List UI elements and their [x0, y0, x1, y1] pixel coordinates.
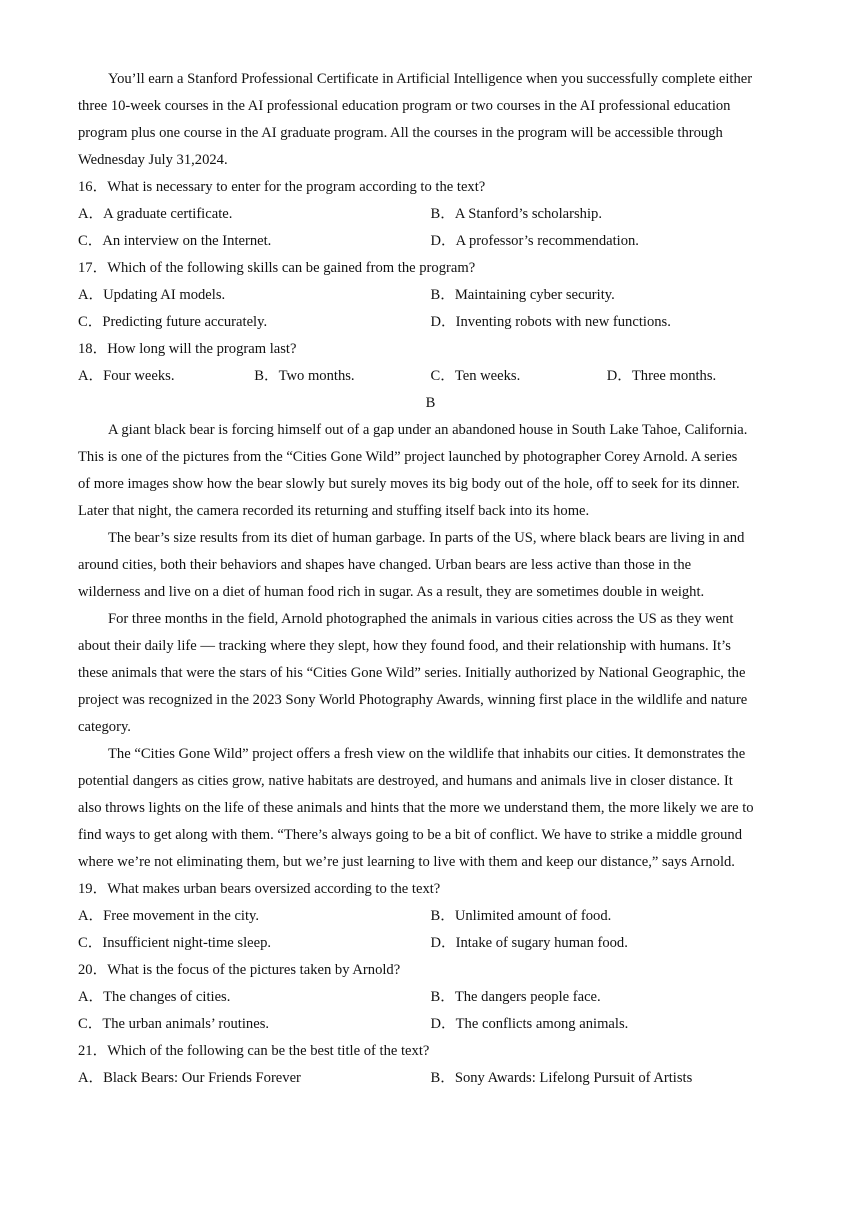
question-stem: 16．What is necessary to enter for the program according to the text? — [78, 179, 486, 195]
question-21 — [78, 1038, 783, 1092]
question-18 — [78, 336, 783, 390]
option-d: D．Inventing robots with new functions. — [430, 314, 671, 330]
text-line: where we’re not eliminating them, but we’re just learning to live with them and keep our distance,” says Arnold. — [78, 854, 735, 870]
text-line: potential dangers as cities grow, native habitats are destroyed, and humans and animals live in closer distance. It — [78, 773, 733, 789]
option-c: C．The urban animals’ routines. — [78, 1016, 270, 1032]
options-row — [78, 1011, 783, 1038]
text-line: about their daily life — tracking where they slept, how they found food, and their relationship with humans. It’s — [78, 638, 731, 654]
option-c: C．Ten weeks. — [430, 368, 521, 384]
text-line: these animals that were the stars of his “Cities Gone Wild” series. Initially authorized by National Geographic, the — [78, 665, 746, 681]
options-row — [78, 201, 783, 228]
text-line: You’ll earn a Stanford Professional Certificate in Artificial Intelligence when you successfully complete either — [108, 71, 753, 87]
text-line: wilderness and live on a diet of human food rich in sugar. As a result, they are sometimes double in weight. — [78, 584, 705, 600]
options-row — [78, 363, 783, 390]
option-c: C．Insufficient night-time sleep. — [78, 935, 272, 951]
text-line: of more images show how the bear slowly but surely moves its big body out of the hole, off to seek for its dinner. — [78, 476, 740, 492]
text-line: around cities, both their behaviors and shapes have changed. Urban bears are less active than those in the — [78, 557, 692, 573]
option-d: D．Three months. — [606, 368, 717, 384]
option-a: A．Four weeks. — [78, 368, 175, 384]
option-b: B．Two months. — [254, 368, 355, 384]
question-stem: 19．What makes urban bears oversized according to the text? — [78, 881, 441, 897]
text-line: also throws lights on the life of these animals and hints that the more we understand them, the more likely we are to — [78, 800, 754, 816]
question-17 — [78, 255, 783, 336]
option-a: A．Free movement in the city. — [78, 908, 260, 924]
text-line: category. — [78, 719, 131, 735]
question-stem: 20．What is the focus of the pictures taken by Arnold? — [78, 962, 401, 978]
passage-b-paragraph-3 — [78, 606, 783, 741]
option-d: D．A professor’s recommendation. — [430, 233, 639, 249]
option-b: B．Sony Awards: Lifelong Pursuit of Artists — [430, 1070, 693, 1086]
text-line: A giant black bear is forcing himself out of a gap under an abandoned house in South Lake Tahoe, California. — [108, 422, 748, 438]
question-20 — [78, 957, 783, 1038]
option-a: A．The changes of cities. — [78, 989, 231, 1005]
passage-b-paragraph-1 — [78, 417, 783, 525]
document-page — [78, 66, 783, 1092]
option-d: D．Intake of sugary human food. — [430, 935, 628, 951]
options-row — [78, 309, 783, 336]
options-row — [78, 282, 783, 309]
text-line: Wednesday July 31,2024. — [78, 152, 228, 168]
text-line: For three months in the field, Arnold photographed the animals in various cities across the US as they went — [108, 611, 734, 627]
options-row — [78, 1065, 783, 1092]
option-a: A．A graduate certificate. — [78, 206, 233, 222]
question-stem: 17．Which of the following skills can be gained from the program? — [78, 260, 476, 276]
question-16 — [78, 174, 783, 255]
option-a: A．Black Bears: Our Friends Forever — [78, 1070, 301, 1086]
text-line: three 10-week courses in the AI professional education program or two courses in the AI professional education — [78, 98, 731, 114]
text-line: project was recognized in the 2023 Sony World Photography Awards, winning first place in the wildlife and nature — [78, 692, 748, 708]
option-b: B．Maintaining cyber security. — [430, 287, 615, 303]
option-d: D．The conflicts among animals. — [430, 1016, 629, 1032]
passage-a-paragraph — [78, 66, 783, 174]
question-stem: 21．Which of the following can be the best title of the text? — [78, 1043, 430, 1059]
question-stem: 18．How long will the program last? — [78, 341, 297, 357]
passage-b-paragraph-4 — [78, 741, 783, 876]
question-19 — [78, 876, 783, 957]
text-line: The bear’s size results from its diet of human garbage. In parts of the US, where black bears are living in and — [108, 530, 745, 546]
option-c: C．An interview on the Internet. — [78, 233, 272, 249]
option-c: C．Predicting future accurately. — [78, 314, 268, 330]
option-a: A．Updating AI models. — [78, 287, 226, 303]
text-line: program plus one course in the AI graduate program. All the courses in the program will be accessible through — [78, 125, 723, 141]
options-row — [78, 228, 783, 255]
passage-b-paragraph-2 — [78, 525, 783, 606]
text-line: Later that night, the camera recorded its returning and stuffing itself back into its home. — [78, 503, 590, 519]
option-b: B．The dangers people face. — [430, 989, 601, 1005]
option-b: B．A Stanford’s scholarship. — [430, 206, 602, 222]
option-b: B．Unlimited amount of food. — [430, 908, 612, 924]
options-row — [78, 984, 783, 1011]
section-heading: B — [425, 395, 436, 411]
options-row — [78, 903, 783, 930]
options-row — [78, 930, 783, 957]
text-line: The “Cities Gone Wild” project offers a fresh view on the wildlife that inhabits our cities. It demonstrates the — [108, 746, 746, 762]
text-line: find ways to get along with them. “There’s always going to be a bit of conflict. We have to strike a middle ground — [78, 827, 743, 843]
text-line: This is one of the pictures from the “Cities Gone Wild” project launched by photographer Corey Arnold. A series — [78, 449, 738, 465]
